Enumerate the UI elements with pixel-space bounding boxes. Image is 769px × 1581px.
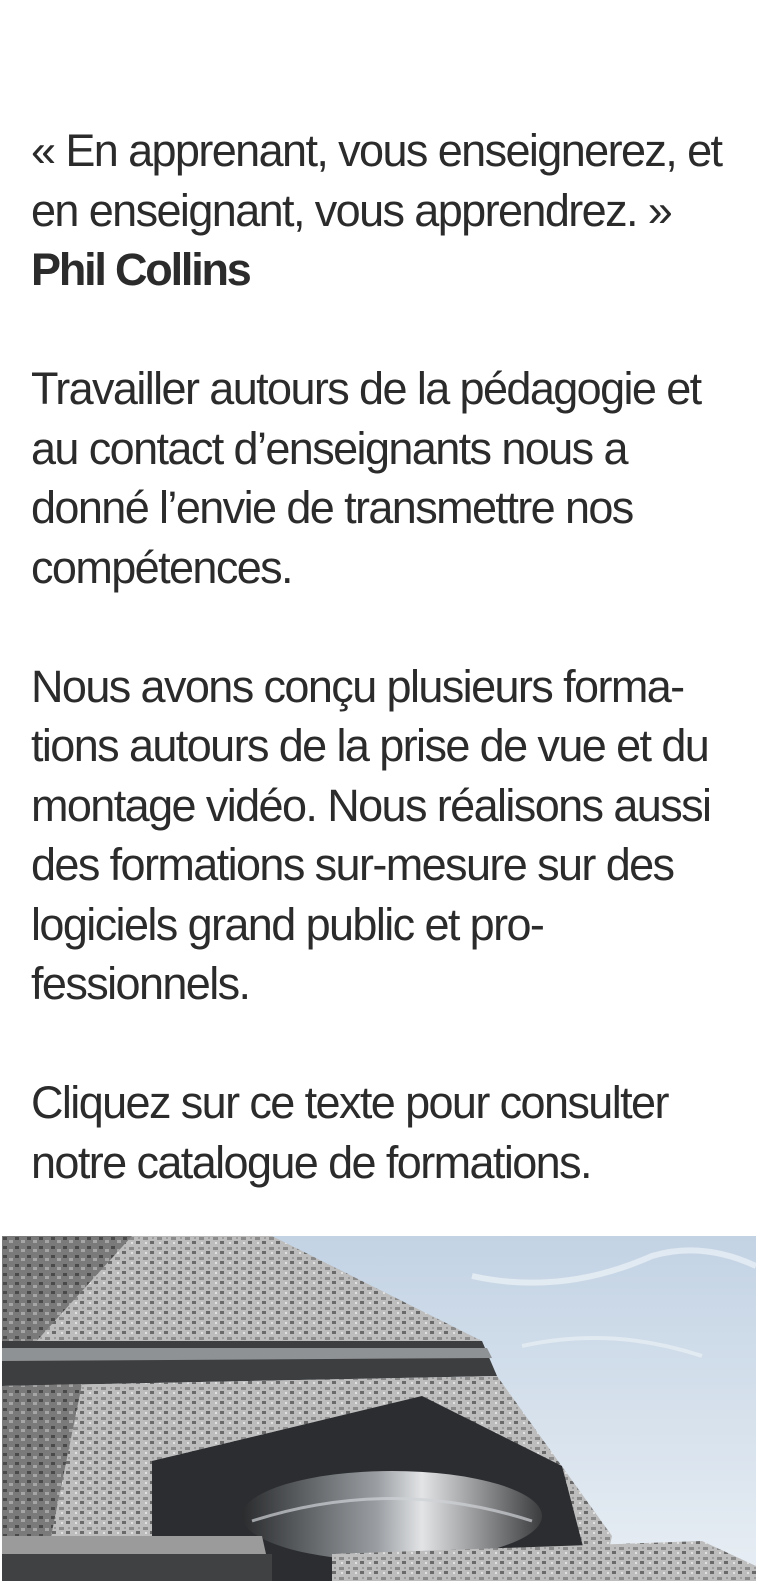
quote-block (31, 121, 741, 300)
catalogue-link[interactable]: Cliquez sur ce texte pour consulter notre catalogue de formations. (31, 1077, 668, 1188)
services-paragraph: Nous avons conçu plusieurs formations autours de la prise de vue et du montage vidéo. Nous réalisons aussi des formations sur-mesure sur des logiciels grand public et professionnels. (31, 660, 711, 1009)
main-text-column (31, 121, 741, 1192)
building-photo (2, 1236, 756, 1581)
spacer (31, 597, 741, 657)
quote-text: « En apprenant, vous enseignerez, et en enseignant, vous apprendrez. » (31, 125, 722, 236)
quote-author: Phil Collins (31, 244, 250, 295)
spacer (31, 300, 741, 360)
building-photo-illustration (2, 1236, 756, 1581)
intro-paragraph: Travailler autours de la pédagogie et au contact d’enseignants nous a donné l’envie de transmettre nos compétences. (31, 363, 701, 593)
spacer (31, 1014, 741, 1074)
